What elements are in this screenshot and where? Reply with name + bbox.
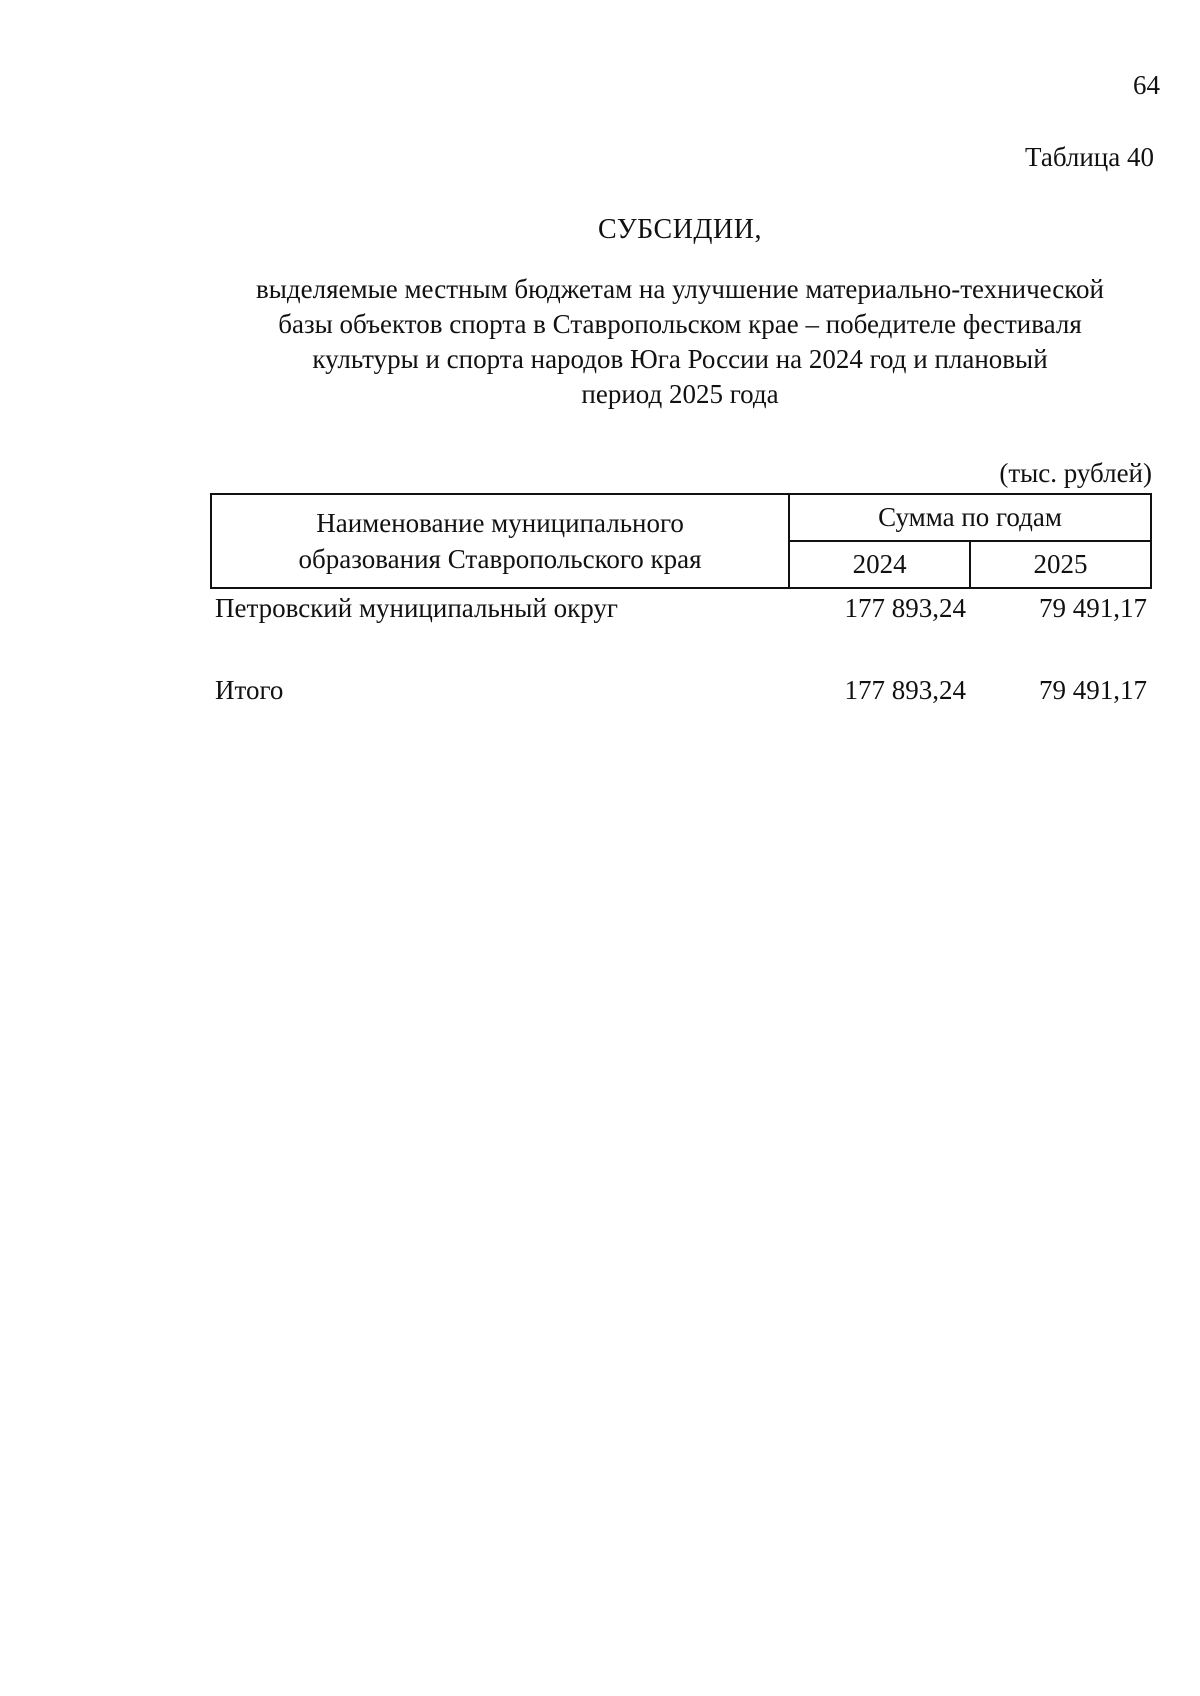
subtitle-line: выделяемые местным бюджетам на улучшение материально-технической (256, 274, 1104, 304)
column-header-sum-by-years: Сумма по годам (789, 494, 1151, 541)
subtitle-line: культуры и спорта народов Юга России на 2024 год и плановый (312, 344, 1048, 374)
page-number: 64 (1133, 70, 1160, 100)
subsidies-table (210, 493, 1152, 715)
total-row (211, 675, 1151, 715)
column-header-line: образования Ставропольского края (298, 544, 702, 574)
document-subtitle (210, 272, 1150, 412)
subtitle-line: базы объектов спорта в Ставропольском крае – победителе фестиваля (278, 309, 1082, 339)
table-row (211, 588, 1151, 675)
document-title: СУБСИДИИ, (598, 214, 762, 245)
amount-2025: 79 491,17 (1039, 593, 1147, 623)
column-header-line: Наименование муниципального (316, 508, 684, 538)
amount-2024: 177 893,24 (844, 593, 967, 623)
municipality-name: Петровский муниципальный округ (215, 593, 618, 623)
total-2025: 79 491,17 (1039, 675, 1147, 705)
table-label: Таблица 40 (1025, 142, 1154, 172)
total-label: Итого (215, 675, 284, 705)
column-header-year-2024: 2024 (789, 541, 970, 588)
units-label: (тыс. рублей) (999, 458, 1152, 488)
column-header-municipality (211, 494, 789, 588)
subtitle-line: период 2025 года (581, 379, 779, 409)
column-header-year-2025: 2025 (970, 541, 1151, 588)
total-2024: 177 893,24 (844, 675, 967, 705)
